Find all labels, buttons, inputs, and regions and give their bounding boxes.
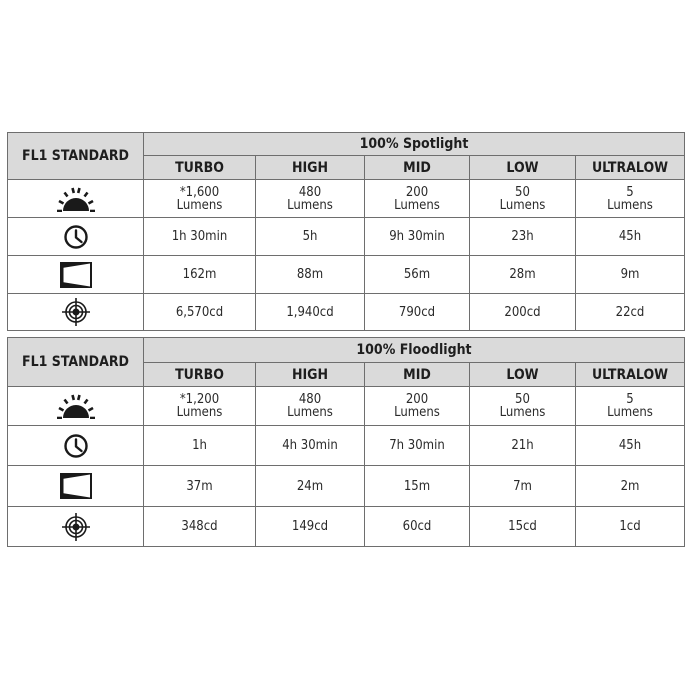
table-cell: 50 Lumens (470, 387, 576, 426)
table-cell: 28m (470, 256, 576, 294)
level-header-low: LOW (470, 156, 576, 180)
table-cell: 15cd (470, 507, 576, 547)
level-header-low: LOW (470, 363, 576, 387)
mode-title: 100% Spotlight (144, 133, 685, 156)
table-cell: 149cd (256, 507, 365, 547)
table-cell: 22cd (576, 294, 685, 331)
model-name: FL1 STANDARD (8, 133, 144, 180)
runtime-row (8, 218, 685, 256)
floodlight-spec-table (7, 337, 685, 547)
table-cell: 37m (144, 466, 256, 507)
table-cell: 24m (256, 466, 365, 507)
mode-title: 100% Floodlight (144, 338, 685, 363)
table-cell: 23h (470, 218, 576, 256)
level-header-mid: MID (365, 156, 470, 180)
light-output-icon (54, 186, 98, 212)
table-cell: 480 Lumens (256, 180, 365, 218)
table-cell: 56m (365, 256, 470, 294)
beam-distance-row (8, 256, 685, 294)
table-cell: 5h (256, 218, 365, 256)
light-output-row (8, 180, 685, 218)
table-cell: 1cd (576, 507, 685, 547)
table-cell: 9h 30min (365, 218, 470, 256)
table-cell: 45h (576, 426, 685, 466)
table-cell: 88m (256, 256, 365, 294)
level-header-turbo: TURBO (144, 156, 256, 180)
table-cell: 790cd (365, 294, 470, 331)
table-cell: 15m (365, 466, 470, 507)
beam-distance-icon (59, 261, 93, 289)
table-cell: 1h (144, 426, 256, 466)
table-cell: 200 Lumens (365, 180, 470, 218)
table-cell: 7m (470, 466, 576, 507)
level-header-turbo: TURBO (144, 363, 256, 387)
table-cell: *1,600 Lumens (144, 180, 256, 218)
runtime-row (8, 426, 685, 466)
runtime-clock-icon (63, 224, 89, 250)
table-cell: 9m (576, 256, 685, 294)
peak-intensity-icon (61, 297, 91, 327)
beam-distance-icon (59, 472, 93, 500)
table-cell: 1,940cd (256, 294, 365, 331)
level-header-high: HIGH (256, 363, 365, 387)
table-cell: 4h 30min (256, 426, 365, 466)
table-cell: 200cd (470, 294, 576, 331)
table-cell: 21h (470, 426, 576, 466)
table-cell: 50 Lumens (470, 180, 576, 218)
table-cell: 1h 30min (144, 218, 256, 256)
runtime-clock-icon (63, 433, 89, 459)
beam-distance-row (8, 466, 685, 507)
table-cell: 162m (144, 256, 256, 294)
table-cell: 480 Lumens (256, 387, 365, 426)
level-header-mid: MID (365, 363, 470, 387)
light-output-icon (54, 393, 98, 419)
table-cell: 5 Lumens (576, 387, 685, 426)
table-cell: 60cd (365, 507, 470, 547)
spotlight-spec-table (7, 132, 685, 331)
table-cell: 6,570cd (144, 294, 256, 331)
level-header-high: HIGH (256, 156, 365, 180)
level-header-ultralow: ULTRALOW (576, 363, 685, 387)
table-cell: *1,200 Lumens (144, 387, 256, 426)
table-cell: 45h (576, 218, 685, 256)
model-name: FL1 STANDARD (8, 338, 144, 387)
table-cell: 7h 30min (365, 426, 470, 466)
peak-intensity-icon (61, 512, 91, 542)
peak-intensity-row (8, 507, 685, 547)
table-cell: 2m (576, 466, 685, 507)
table-cell: 5 Lumens (576, 180, 685, 218)
table-cell: 200 Lumens (365, 387, 470, 426)
level-header-ultralow: ULTRALOW (576, 156, 685, 180)
peak-intensity-row (8, 294, 685, 331)
table-cell: 348cd (144, 507, 256, 547)
light-output-row (8, 387, 685, 426)
